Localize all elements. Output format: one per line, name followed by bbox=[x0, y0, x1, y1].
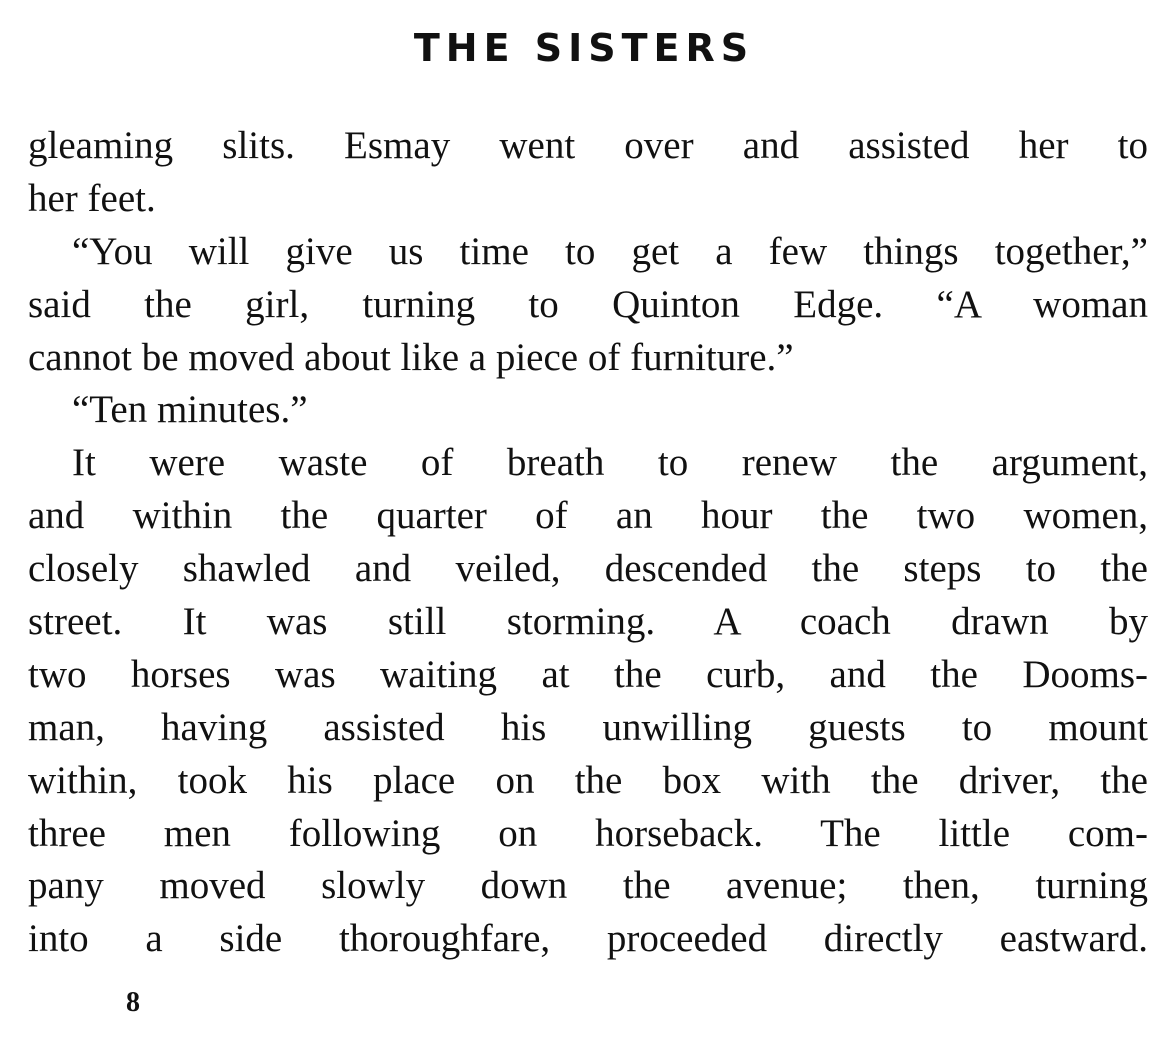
page-number: 8 bbox=[126, 987, 140, 1018]
running-head: THE SISTERS bbox=[413, 26, 755, 70]
text-line: street. It was still storming. A coach drawn by bbox=[28, 600, 1148, 644]
text-line: two horses was waiting at the curb, and the Dooms- bbox=[28, 652, 1148, 696]
text-line: It were waste of breath to renew the argument, bbox=[72, 441, 1148, 485]
text-line: and within the quarter of an hour the two women, bbox=[28, 494, 1148, 538]
text-line: closely shawled and veiled, descended the steps to the bbox=[28, 547, 1148, 591]
text-line: cannot be moved about like a piece of furniture.” bbox=[28, 335, 794, 379]
text-line: “Ten minutes.” bbox=[72, 388, 308, 432]
text-line: pany moved slowly down the avenue; then, turning bbox=[28, 864, 1148, 908]
text-line: her feet. bbox=[28, 176, 156, 220]
text-line: said the girl, turning to Quinton Edge. “A woman bbox=[28, 282, 1148, 326]
text-line: three men following on horseback. The little com- bbox=[28, 811, 1148, 855]
text-line: gleaming slits. Esmay went over and assisted her to bbox=[28, 124, 1148, 167]
text-line: within, took his place on the box with the driver, the bbox=[28, 758, 1148, 802]
text-line: “You will give us time to get a few things together,” bbox=[72, 229, 1148, 273]
body-text bbox=[28, 120, 1148, 966]
text-line: into a side thoroughfare, proceeded directly eastward. bbox=[28, 917, 1148, 961]
text-line: man, having assisted his unwilling guests to mount bbox=[28, 705, 1148, 749]
